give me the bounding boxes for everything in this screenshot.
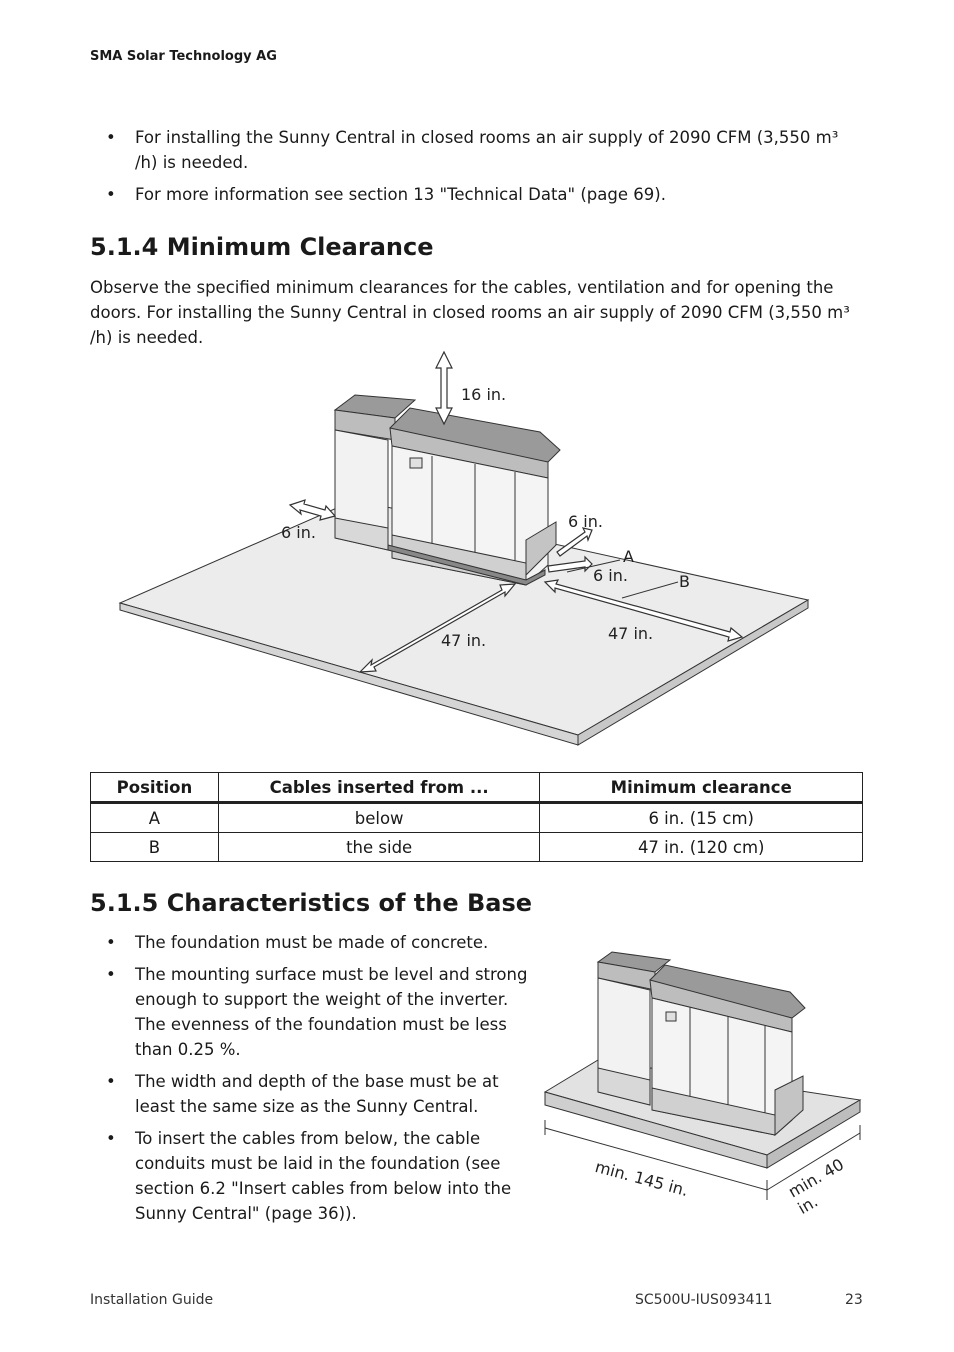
bullet-text: For installing the Sunny Central in closed rooms an air supply of 2090 CFM (3,550 m³ /h) is needed.: [135, 128, 839, 172]
top-clearance-label: 16 in.: [461, 385, 507, 404]
list-item: • To insert the cables from below, the cable conduits must be laid in the foundation (see section 6.2 "Insert cables from below into the Sunny Central" (page 36)).: [106, 1129, 512, 1223]
base-length-label: min. 145 in.: [593, 1157, 691, 1201]
bullet-text: To insert the cables from below, the cable conduits must be laid in the foundation (see section 6.2 "Insert cables from below into the Sunny Central" (page 36)).: [135, 1129, 512, 1223]
bullet-text: For more information see section 13 "Technical Data" (page 69).: [135, 185, 666, 204]
section-heading-minimum-clearance: 5.1.4 Minimum Clearance: [90, 233, 434, 261]
clearance-table: [90, 772, 863, 862]
section-heading-characteristics-of-base: 5.1.5 Characteristics of the Base: [90, 889, 533, 917]
column-header: Minimum clearance: [540, 773, 863, 803]
table-row: [91, 803, 863, 833]
page-number: 23: [845, 1292, 863, 1308]
cabinet-main: [650, 965, 805, 1135]
table-header-row: [91, 773, 863, 803]
right-mid-clearance-label: 6 in.: [593, 566, 628, 585]
position-b-label: B: [679, 572, 690, 591]
clearance-figure: [110, 345, 820, 750]
left-clearance-label: 6 in.: [281, 523, 316, 542]
list-item: • The mounting surface must be level and strong enough to support the weight of the inverter. The evenness of the foundation must be less than 0.25 %.: [106, 965, 528, 1059]
table-cell: B: [91, 833, 219, 862]
list-item: • The foundation must be made of concrete.: [106, 933, 489, 952]
base-depth-label: min. 40 in.: [785, 1154, 848, 1218]
list-item: • The width and depth of the base must be at least the same size as the Sunny Central.: [106, 1072, 499, 1116]
base-bullet-list: [90, 930, 530, 1233]
table-cell: A: [91, 803, 219, 833]
column-header: Cables inserted from ...: [218, 773, 540, 803]
right-top-clearance-label: 6 in.: [568, 512, 603, 531]
table-cell: 6 in. (15 cm): [540, 803, 863, 833]
company-name: SMA Solar Technology AG: [90, 49, 277, 64]
bullet-text: The width and depth of the base must be at least the same size as the Sunny Central.: [135, 1072, 499, 1116]
top-arrow: [436, 352, 452, 424]
side-clearance-label: 47 in.: [608, 624, 654, 643]
footer-doc-title: Installation Guide: [90, 1292, 214, 1308]
clearance-paragraph: Observe the specified minimum clearances for the cables, ventilation and for opening the doors. For installing the Sunny Central in closed rooms an air supply of 2090 CFM (3,550 m³ /h) is needed.: [90, 278, 850, 347]
list-item: • For more information see section 13 "Technical Data" (page 69).: [106, 185, 666, 204]
column-header: Position: [91, 773, 219, 803]
table-cell: below: [218, 803, 540, 833]
clearance-diagram: [110, 345, 820, 750]
intro-bullet-list: [90, 125, 865, 214]
table-cell: the side: [218, 833, 540, 862]
base-figure: [540, 945, 865, 1218]
footer-doc-code: SC500U-IUS093411: [635, 1292, 773, 1308]
bullet-text: The foundation must be made of concrete.: [135, 933, 489, 952]
list-item: • For installing the Sunny Central in closed rooms an air supply of 2090 CFM (3,550 m³ /h) is needed.: [106, 128, 839, 172]
table-row: [91, 833, 863, 862]
cabinet-main: [390, 408, 560, 585]
position-a-label: A: [623, 547, 634, 566]
table-cell: 47 in. (120 cm): [540, 833, 863, 862]
left-arrow: [290, 500, 335, 520]
front-clearance-label: 47 in.: [441, 631, 487, 650]
bullet-text: The mounting surface must be level and strong enough to support the weight of the inverter. The evenness of the foundation must be less than 0.25 %.: [135, 965, 528, 1059]
